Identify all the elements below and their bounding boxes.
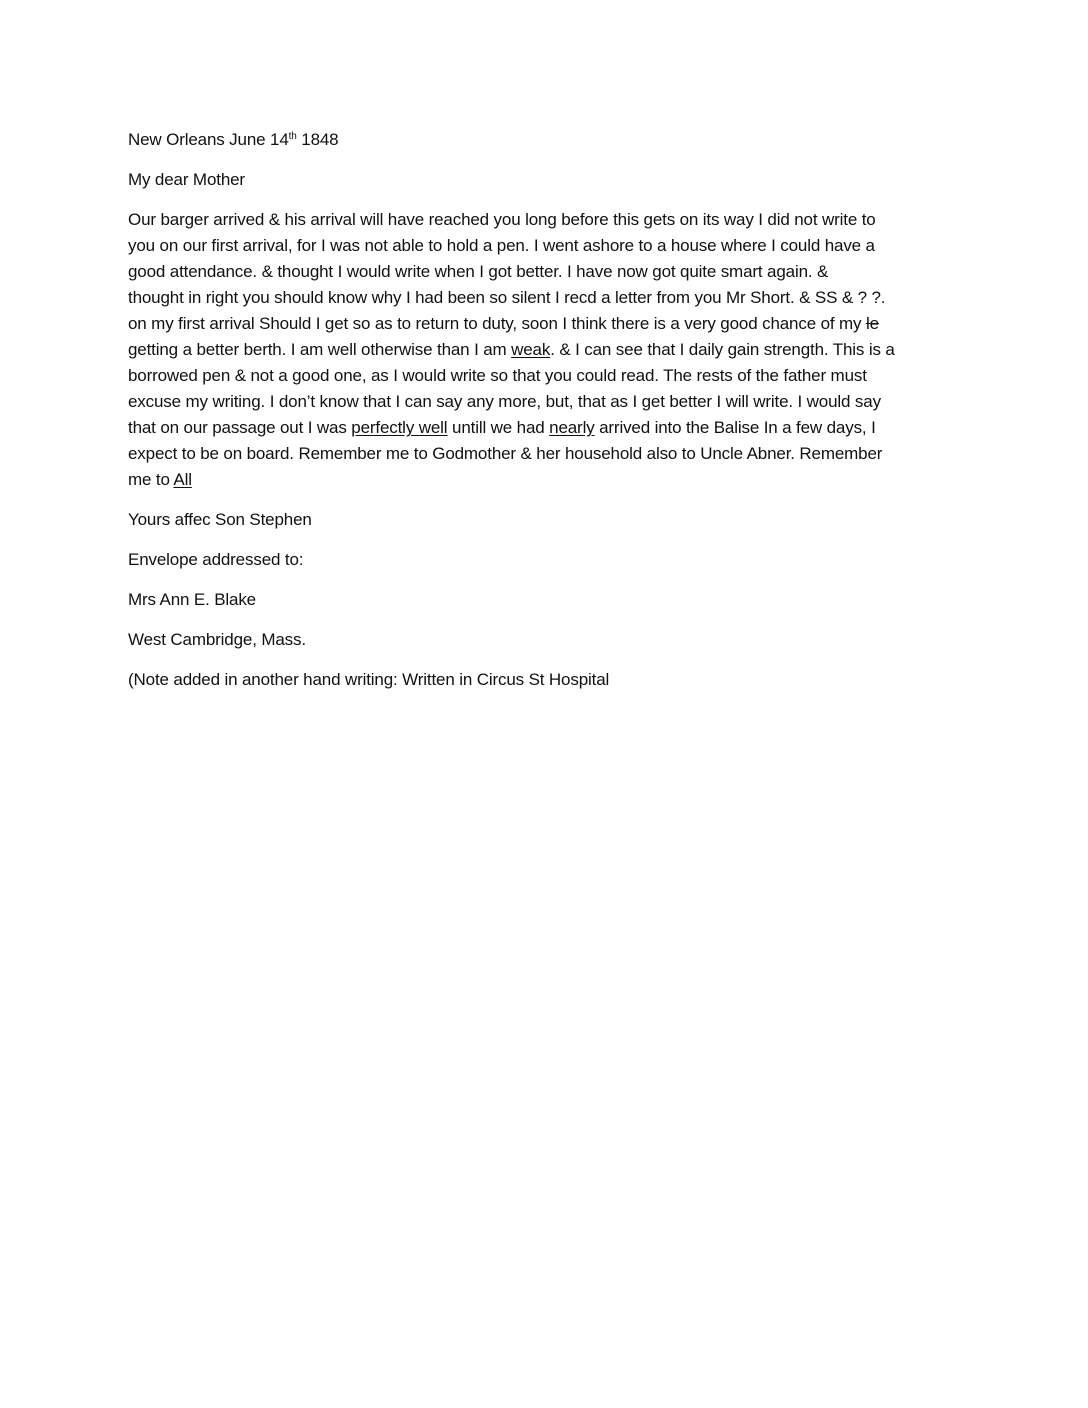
body-line-8: excuse my writing. I don’t know that I can say any more, but, that as I get better I will write. I would say xyxy=(128,392,881,411)
body-line-7: borrowed pen & not a good one, as I would write so that you could read. The rests of the father must xyxy=(128,366,867,385)
letter-date-line xyxy=(128,127,968,153)
envelope-place: West Cambridge, Mass. xyxy=(128,630,306,649)
underlined-weak: weak xyxy=(511,340,551,359)
closing: Yours affec Son Stephen xyxy=(128,510,312,529)
body-line-2: you on our first arrival, for I was not able to hold a pen. I went ashore to a house where I could have a xyxy=(128,236,875,255)
body-line-6 xyxy=(128,337,968,363)
underlined-perfectly-well: perfectly well xyxy=(351,418,448,437)
day-suffix: th xyxy=(288,131,297,142)
underlined-nearly: nearly xyxy=(549,418,595,437)
body-line-11-text: me to xyxy=(128,470,174,489)
body-line-1: Our barger arrived & his arrival will have reached you long before this gets on its way I did not write to xyxy=(128,210,876,229)
body-line-11 xyxy=(128,467,968,493)
letter-transcription xyxy=(128,127,968,707)
body-line-4: thought in right you should know why I had been so silent I recd a letter from you Mr Short. & SS & ? ?. xyxy=(128,288,886,307)
body-line-9-mid: untill we had xyxy=(447,418,550,437)
body-line-6-text: getting a better berth. I am well otherwise than I am xyxy=(128,340,512,359)
letter-body xyxy=(128,207,968,493)
body-line-9 xyxy=(128,415,968,441)
envelope-name: Mrs Ann E. Blake xyxy=(128,590,256,609)
envelope-label: Envelope addressed to: xyxy=(128,550,304,569)
body-line-5-text: on my first arrival Should I get so as to return to duty, soon I think there is a very good chance of my xyxy=(128,314,866,333)
place-date-text: New Orleans June 14 xyxy=(128,130,289,149)
body-line-10: expect to be on board. Remember me to Godmother & her household also to Uncle Abner. Remember xyxy=(128,444,883,463)
body-line-3: good attendance. & thought I would write when I got better. I have now got quite smart again. & xyxy=(128,262,829,281)
body-line-6-rest: . & I can see that I daily gain strength. This is a xyxy=(550,340,895,359)
body-line-5 xyxy=(128,311,968,337)
salutation: My dear Mother xyxy=(128,170,245,189)
body-line-9-rest: arrived into the Balise In a few days, I xyxy=(594,418,876,437)
struck-through-text: le xyxy=(865,314,879,333)
underlined-all: All xyxy=(173,470,192,489)
added-note: (Note added in another hand writing: Written in Circus St Hospital xyxy=(128,670,610,689)
year-text: 1848 xyxy=(301,130,339,149)
body-line-9-text: that on our passage out I was xyxy=(128,418,352,437)
